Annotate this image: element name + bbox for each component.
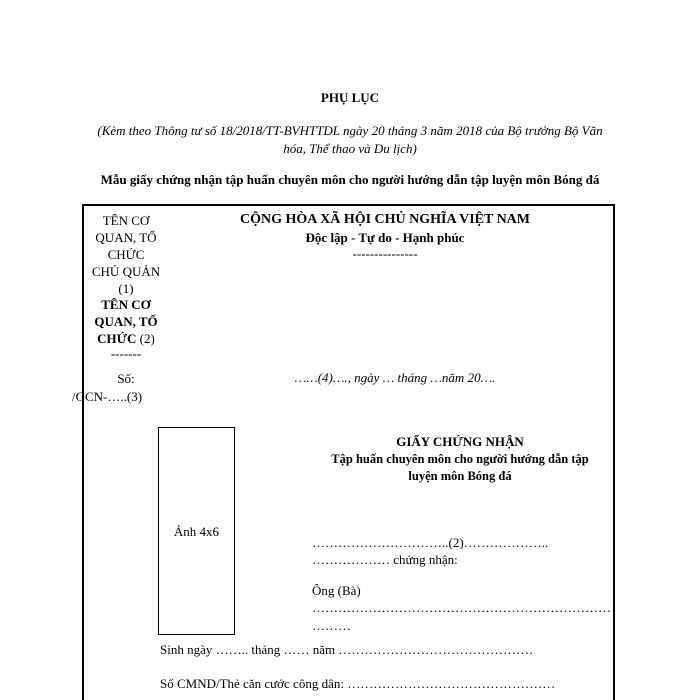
org-line-1: TÊN CƠ bbox=[101, 297, 151, 312]
national-divider: --------------- bbox=[352, 246, 418, 261]
appendix-subtitle bbox=[75, 122, 625, 158]
national-motto: Độc lập - Tự do - Hạnh phúc bbox=[305, 230, 465, 245]
certifies-line: ……………… chứng nhận: bbox=[312, 552, 458, 567]
holder-name-field-continued: ……… bbox=[312, 618, 351, 633]
parent-org-line-5: (1) bbox=[118, 281, 134, 296]
document-number-value: /GCN-…..(3) bbox=[72, 389, 143, 404]
left-divider: ------- bbox=[110, 346, 142, 361]
org-line-3-note: (2) bbox=[136, 331, 155, 346]
org-line-2: QUAN, TỔ bbox=[94, 314, 158, 329]
appendix-title: PHỤ LỤC bbox=[320, 90, 380, 105]
document-number-label: Số: bbox=[117, 371, 135, 386]
place-date-line: ……(4)…., ngày … tháng …năm 20…. bbox=[294, 370, 496, 385]
form-heading: Mẫu giấy chứng nhận tập huấn chuyên môn cho người hướng dẫn tập luyện môn Bóng đá bbox=[100, 172, 600, 187]
id-number-line: Số CMND/Thẻ căn cước công dân: ………………………………………… bbox=[160, 676, 556, 691]
organization-block bbox=[70, 296, 182, 347]
parent-org-line-2: QUAN, TỔ bbox=[95, 230, 157, 245]
subtitle-line-1: (Kèm theo Thông tư số 18/2018/TT-BVHTTDL ngày 20 tháng 3 năm 2018 của Bộ trưởng Bộ Văn bbox=[97, 123, 603, 138]
certificate-subtitle-line-2: luyện môn Bóng đá bbox=[408, 469, 512, 483]
issuing-org-line: …………………………..(2)……………….. bbox=[312, 535, 549, 550]
parent-org-line-3: CHỨC bbox=[107, 247, 145, 262]
org-line-3-bold: CHỨC bbox=[97, 331, 137, 346]
subtitle-line-2: hóa, Thể thao và Du lịch) bbox=[283, 141, 417, 156]
national-title: CỘNG HÒA XÃ HỘI CHỦ NGHĨA VIỆT NAM bbox=[239, 212, 530, 227]
certificate-subtitle-line-1: Tập huấn chuyên môn cho người hướng dẫn tập bbox=[331, 452, 589, 466]
parent-org-line-1: TÊN CƠ bbox=[102, 213, 150, 228]
parent-organization-block bbox=[70, 212, 182, 297]
certificate-title: GIẤY CHỨNG NHẬN bbox=[396, 434, 524, 449]
holder-name-field: …………………………………………………………… bbox=[312, 600, 611, 615]
photo-label: Ảnh 4x6 bbox=[173, 524, 220, 539]
parent-org-line-4: CHỦ QUẢN bbox=[91, 264, 161, 279]
date-of-birth-line: Sinh ngày …….. tháng …… năm ……………………………………… bbox=[160, 642, 534, 657]
holder-name-label: Ông (Bà) bbox=[312, 583, 361, 598]
